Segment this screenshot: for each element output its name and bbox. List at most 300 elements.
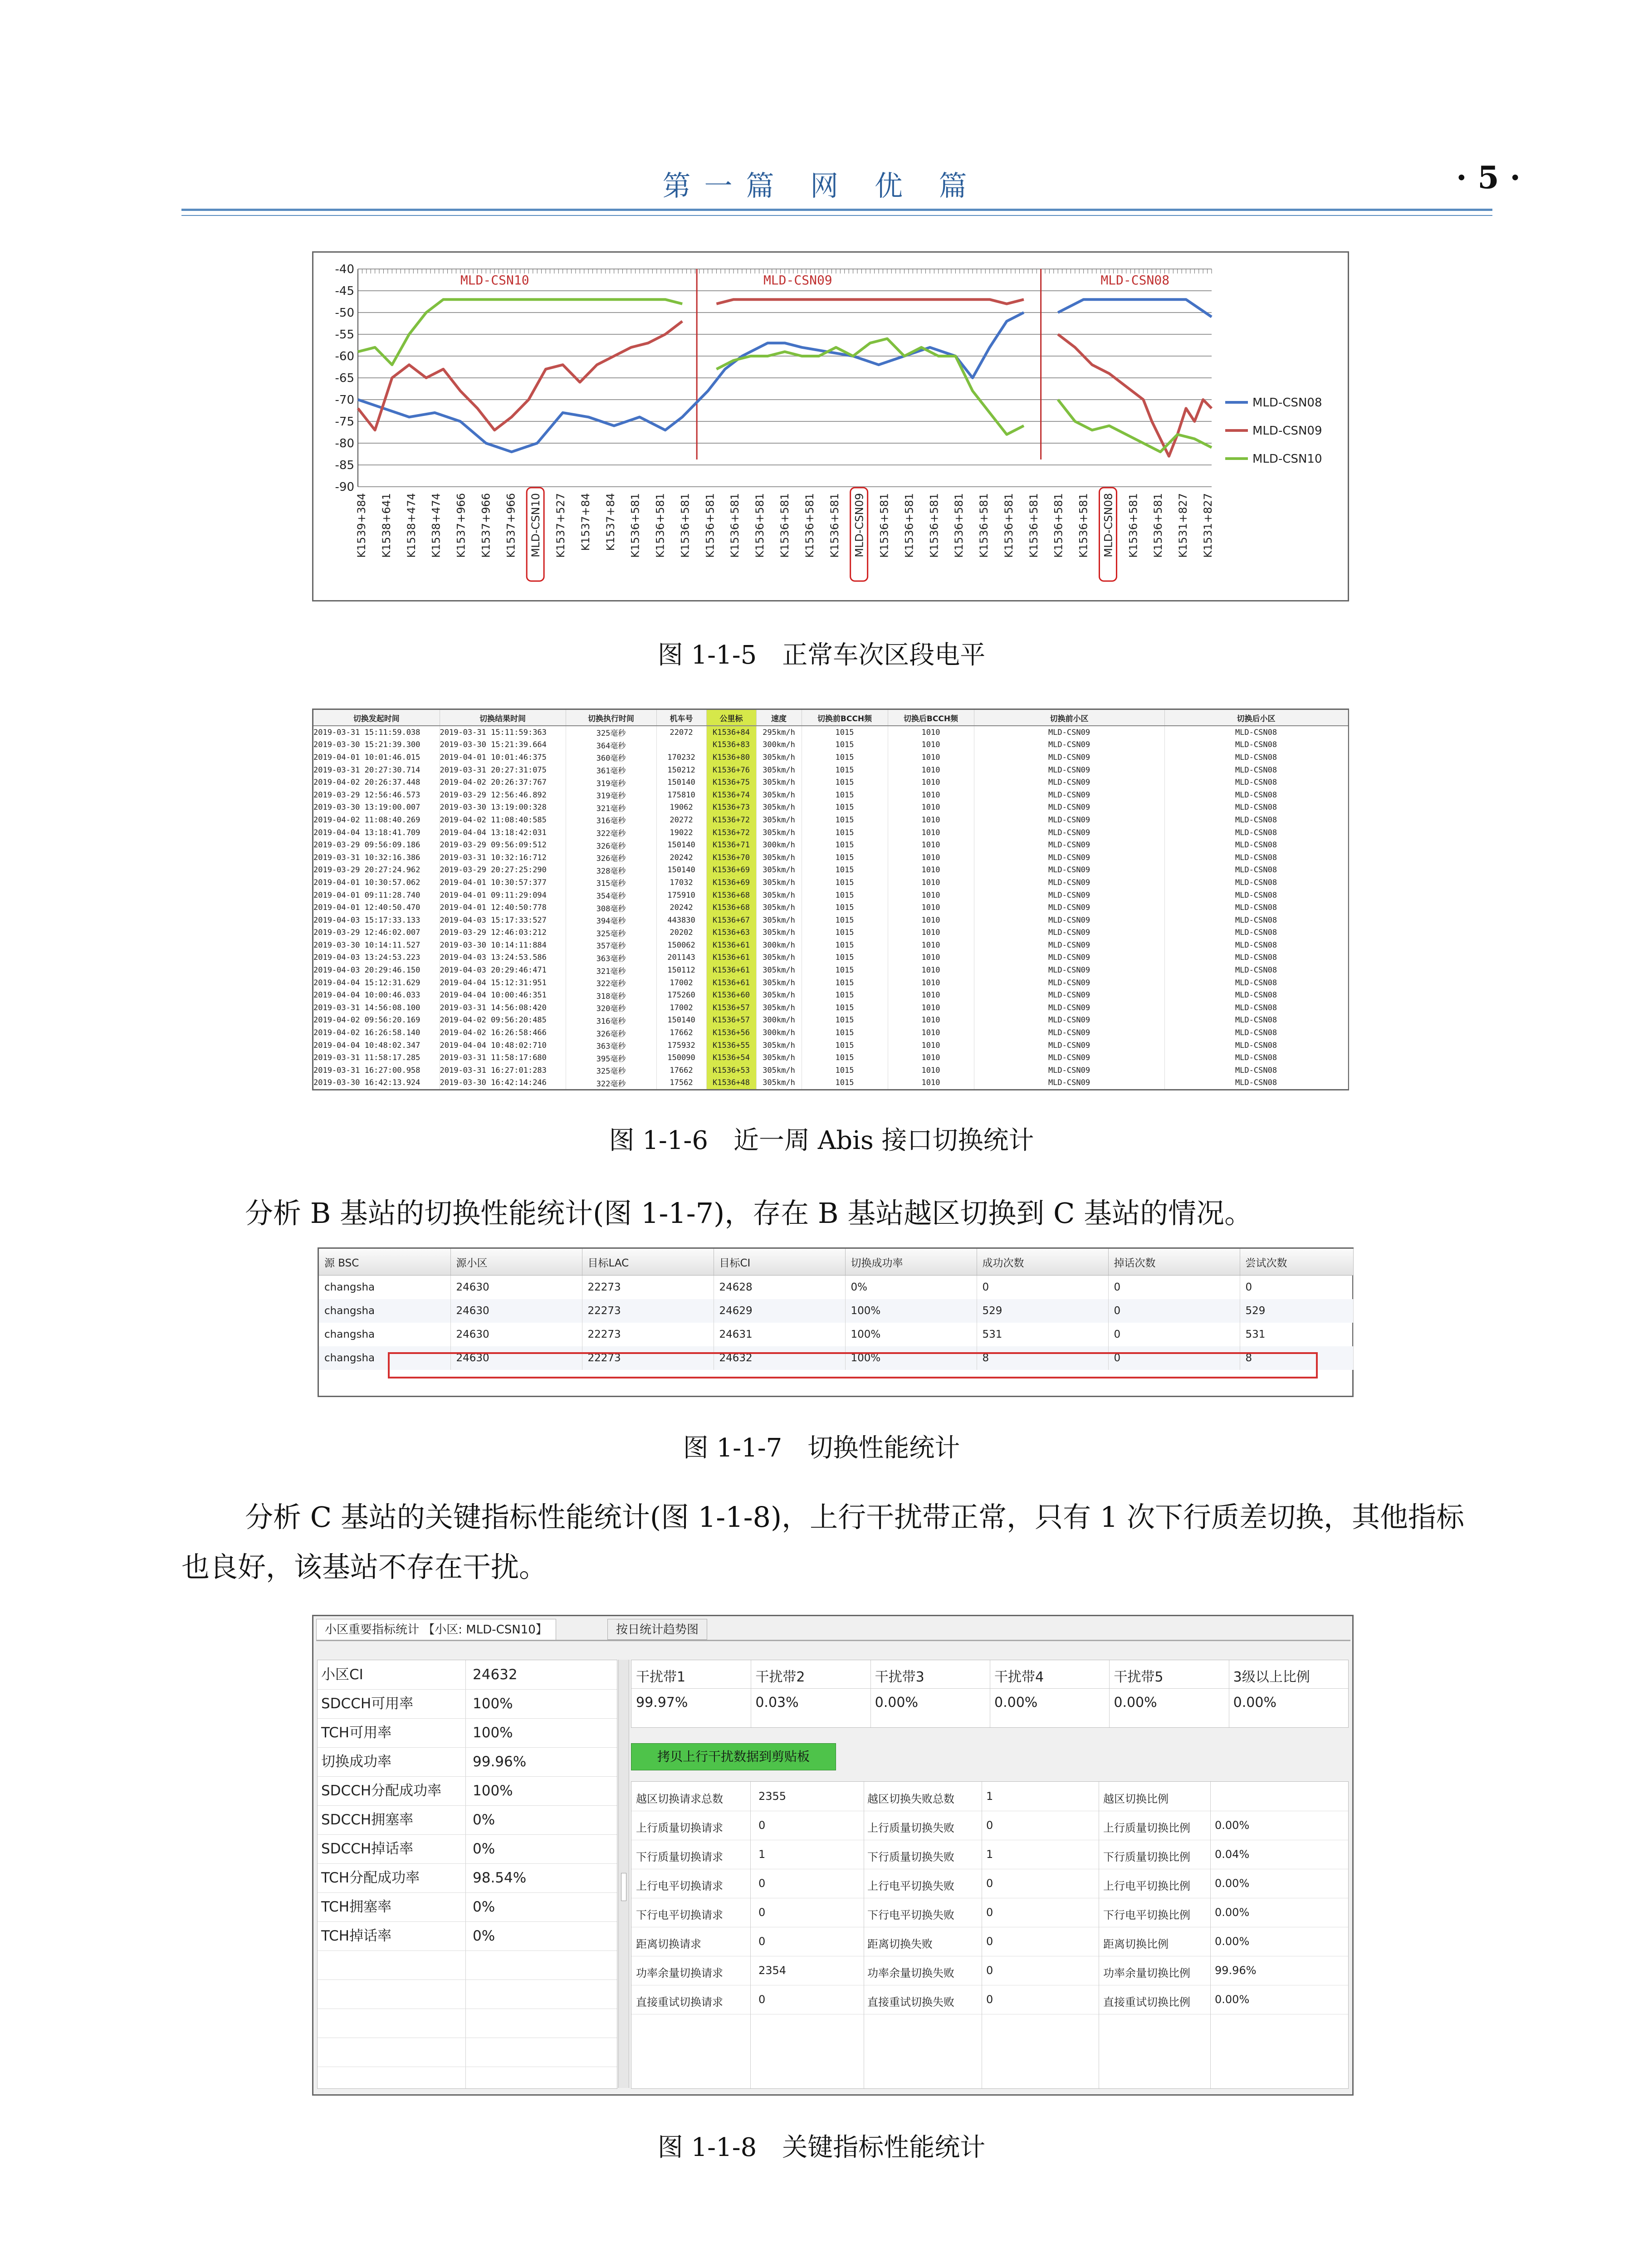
table-cell: 1010: [888, 889, 974, 902]
table-cell: 305km/h: [756, 751, 802, 764]
x-tick-label: K1536+581: [679, 493, 692, 558]
table-row: [313, 964, 1348, 977]
abis-column-header[interactable]: 切换后BCCH频: [888, 710, 974, 726]
table-cell: 2019-04-02 11:08:40:585: [440, 814, 566, 826]
table-cell: MLD-CSN09: [974, 1014, 1164, 1027]
table-cell: 150212: [656, 764, 706, 777]
x-tick-label: K1536+581: [1127, 493, 1140, 558]
copy-interference-button[interactable]: 拷贝上行干扰数据到剪贴板: [631, 1743, 836, 1770]
figure-caption-8: 图 1-1-8 关键指标性能统计: [657, 2133, 986, 2162]
table-row: [313, 864, 1348, 877]
table-cell: 24632: [714, 1346, 845, 1370]
table-cell: MLD-CSN08: [1164, 1051, 1348, 1064]
table-cell: MLD-CSN09: [974, 977, 1164, 989]
row-divider: [631, 1688, 1348, 1689]
table-cell: 2019-04-01 10:30:57.062: [313, 876, 440, 889]
table-cell: 1015: [802, 876, 888, 889]
table-cell: 150140: [656, 864, 706, 877]
table-cell: 325毫秒: [566, 1064, 656, 1077]
table-cell: 531: [977, 1323, 1108, 1346]
table-cell: MLD-CSN09: [974, 764, 1164, 777]
table-cell: 360毫秒: [566, 751, 656, 764]
table-cell: 1015: [802, 851, 888, 864]
table-cell: 2019-04-04 15:12:31:951: [440, 977, 566, 989]
table-cell: 2019-03-29 20:27:25:290: [440, 864, 566, 877]
table-cell: 2019-04-01 10:01:46:375: [440, 751, 566, 764]
x-tick-label: MLD-CSN08: [1102, 493, 1115, 557]
table-cell: K1536+75: [706, 776, 756, 789]
table-row: [313, 1026, 1348, 1039]
table-cell: 1015: [802, 864, 888, 877]
table-cell: 2019-04-04 10:00:46.033: [313, 989, 440, 1002]
level-line-chart: [313, 253, 1348, 600]
kpi-row: [318, 1892, 617, 1922]
table-cell: 305km/h: [756, 851, 802, 864]
table-cell: 328毫秒: [566, 864, 656, 877]
table-cell: 2019-04-04 10:48:02:710: [440, 1039, 566, 1052]
table-cell: MLD-CSN08: [1164, 826, 1348, 839]
handover-cell: 0.04%: [1215, 1848, 1250, 1861]
table-cell: 2019-04-01 12:40:50.470: [313, 901, 440, 914]
table-cell: 150062: [656, 939, 706, 952]
perf-column-header[interactable]: 源 BSC: [319, 1249, 450, 1276]
handover-cell: 99.96%: [1215, 1964, 1257, 1977]
legend-label: MLD-CSN09: [1252, 424, 1322, 438]
table-cell: 318毫秒: [566, 989, 656, 1002]
table-cell: MLD-CSN08: [1164, 1077, 1348, 1090]
table-cell: 22072: [656, 726, 706, 739]
table-cell: 2019-03-31 16:27:00.958: [313, 1064, 440, 1077]
tab-daily-trend[interactable]: 按日统计趋势图: [607, 1619, 707, 1640]
x-tick-label: K1538+474: [405, 493, 418, 558]
perf-column-header[interactable]: 尝试次数: [1240, 1249, 1353, 1276]
table-cell: 322毫秒: [566, 1077, 656, 1090]
handover-performance-table: [319, 1249, 1354, 1370]
kpi-label: TCH可用率: [321, 1725, 392, 1741]
figure-caption-6: 图 1-1-6 近一周 Abis 接口切换统计: [609, 1126, 1034, 1155]
table-cell: 2019-03-30 15:21:39.664: [440, 739, 566, 752]
handover-cell: 上行质量切换失败: [867, 1822, 954, 1834]
x-tick-label: K1536+581: [729, 493, 742, 558]
x-tick-label: K1531+827: [1202, 493, 1214, 558]
handover-cell: 下行电平切换失败: [867, 1909, 954, 1921]
table-cell: 1010: [888, 826, 974, 839]
table-cell: 2019-03-30 10:14:11:884: [440, 939, 566, 952]
highlight-box: [388, 1352, 1318, 1378]
table-cell: 305km/h: [756, 776, 802, 789]
y-tick-label: -45: [335, 284, 354, 298]
table-row: [313, 789, 1348, 802]
handover-cell: 下行质量切换失败: [867, 1851, 954, 1863]
tab-divider: [316, 1640, 1350, 1641]
interference-header: 干扰带5: [1114, 1669, 1164, 1685]
abis-column-header[interactable]: 切换后小区: [1164, 710, 1348, 726]
table-cell: 20272: [656, 814, 706, 826]
kpi-empty-row: [318, 1950, 617, 1980]
abis-column-header[interactable]: 切换前小区: [974, 710, 1164, 726]
figure-handover-performance: [318, 1247, 1354, 1397]
x-tick-label: K1538+641: [380, 493, 393, 558]
handover-cell: 0: [986, 1993, 993, 2006]
table-cell: MLD-CSN09: [974, 739, 1164, 752]
table-cell: 22273: [582, 1346, 714, 1370]
table-cell: MLD-CSN08: [1164, 739, 1348, 752]
x-tick-label: K1536+581: [1152, 493, 1165, 558]
table-cell: 1010: [888, 764, 974, 777]
table-cell: 24629: [714, 1299, 845, 1323]
table-cell: 1015: [802, 764, 888, 777]
table-cell: 2019-03-31 10:32:16:712: [440, 851, 566, 864]
table-cell: 1010: [888, 802, 974, 814]
table-cell: 2019-04-04 10:48:02.347: [313, 1039, 440, 1052]
table-cell: 2019-03-31 20:27:30.714: [313, 764, 440, 777]
handover-cell: 0: [758, 1819, 766, 1832]
table-cell: 305km/h: [756, 814, 802, 826]
table-cell: 394毫秒: [566, 914, 656, 927]
table-cell: 2019-03-29 09:56:09.186: [313, 839, 440, 851]
table-cell: 1015: [802, 802, 888, 814]
table-cell: 100%: [845, 1323, 977, 1346]
body-paragraph-1: 分析 B 基站的切换性能统计(图 1-1-7)，存在 B 基站越区切换到 C 基站的情况。: [245, 1197, 1253, 1230]
table-cell: 1010: [888, 989, 974, 1002]
handover-cell: 下行电平切换比例: [1103, 1909, 1190, 1921]
table-row: [313, 914, 1348, 927]
kpi-list: [317, 1660, 617, 2089]
x-tick-label: K1536+581: [1002, 493, 1015, 558]
kpi-value: 100%: [473, 1696, 513, 1712]
table-cell: 2019-03-29 12:46:02.007: [313, 927, 440, 939]
table-row: [313, 1051, 1348, 1064]
table-cell: 1010: [888, 776, 974, 789]
abis-column-header[interactable]: 公里标: [706, 710, 756, 726]
table-row: [313, 776, 1348, 789]
tab-kpi-stats[interactable]: 小区重要指标统计 【小区: MLD-CSN10】: [316, 1619, 556, 1640]
table-cell: 363毫秒: [566, 952, 656, 964]
table-row: [313, 726, 1348, 739]
table-cell: 1015: [802, 977, 888, 989]
abis-column-header[interactable]: 切换前BCCH频: [802, 710, 888, 726]
x-tick-label: K1536+581: [978, 493, 991, 558]
table-cell: MLD-CSN09: [974, 751, 1164, 764]
table-cell: MLD-CSN08: [1164, 1026, 1348, 1039]
table-row[interactable]: [319, 1299, 1353, 1323]
table-cell: MLD-CSN09: [974, 927, 1164, 939]
x-tick-label: K1536+581: [828, 493, 841, 558]
table-cell: 2019-04-04 15:12:31.629: [313, 977, 440, 989]
table-cell: 1015: [802, 1039, 888, 1052]
x-tick-label: K1537+966: [504, 493, 518, 558]
table-cell: K1536+83: [706, 739, 756, 752]
table-row: [313, 1039, 1348, 1052]
table-cell: 1010: [888, 1039, 974, 1052]
x-tick-label: K1536+581: [953, 493, 966, 558]
table-cell: 175932: [656, 1039, 706, 1052]
perf-column-header[interactable]: 源小区: [450, 1249, 582, 1276]
x-tick-label: K1536+581: [1077, 493, 1090, 558]
table-cell: 1010: [888, 789, 974, 802]
table-cell: 1010: [888, 876, 974, 889]
table-cell: 1010: [888, 1002, 974, 1014]
figure-level-chart: [312, 251, 1349, 601]
table-cell: K1536+72: [706, 826, 756, 839]
interference-value: 99.97%: [636, 1695, 688, 1711]
table-cell: 19022: [656, 826, 706, 839]
table-row[interactable]: [319, 1276, 1353, 1300]
kpi-row: [318, 1776, 617, 1806]
table-cell: MLD-CSN09: [974, 889, 1164, 902]
interference-header: 干扰带2: [755, 1669, 805, 1685]
handover-cell: 1: [986, 1790, 993, 1803]
table-cell: 2019-04-03 15:17:33.133: [313, 914, 440, 927]
table-cell: 2019-04-01 10:01:46.015: [313, 751, 440, 764]
splitter-handle[interactable]: [618, 1660, 629, 2088]
column-divider: [1109, 1660, 1110, 1727]
table-cell: 0: [1108, 1346, 1240, 1370]
table-cell: 1010: [888, 914, 974, 927]
table-cell: 364毫秒: [566, 739, 656, 752]
table-cell: 300km/h: [756, 839, 802, 851]
y-tick-label: -50: [335, 306, 354, 320]
table-cell: 1015: [802, 826, 888, 839]
table-cell: 308毫秒: [566, 901, 656, 914]
table-cell: 305km/h: [756, 1002, 802, 1014]
table-cell: 150140: [656, 1014, 706, 1027]
table-cell: 2019-03-31 16:27:01:283: [440, 1064, 566, 1077]
table-cell: 322毫秒: [566, 977, 656, 989]
table-cell: 2019-03-29 20:27:24.962: [313, 864, 440, 877]
table-row: [313, 977, 1348, 989]
handover-cell: 0.00%: [1215, 1906, 1250, 1919]
kpi-value: 100%: [473, 1783, 513, 1799]
table-cell: MLD-CSN09: [974, 964, 1164, 977]
handover-cell: 0: [758, 1935, 766, 1948]
table-row: [313, 814, 1348, 826]
interference-header: 干扰带3: [875, 1669, 924, 1685]
table-cell: 529: [977, 1299, 1108, 1323]
interference-header: 干扰带1: [636, 1669, 686, 1685]
table-cell: K1536+53: [706, 1064, 756, 1077]
interference-header: 干扰带4: [994, 1669, 1044, 1685]
abis-column-header[interactable]: 切换发起时间: [313, 710, 440, 726]
table-cell: MLD-CSN09: [974, 1002, 1164, 1014]
abis-column-header[interactable]: 切换结果时间: [440, 710, 566, 726]
table-cell: K1536+70: [706, 851, 756, 864]
table-cell: MLD-CSN09: [974, 1026, 1164, 1039]
table-cell: 305km/h: [756, 1051, 802, 1064]
abis-column-header[interactable]: 切换执行时间: [566, 710, 656, 726]
table-cell: 443830: [656, 914, 706, 927]
table-cell: MLD-CSN09: [974, 726, 1164, 739]
table-cell: K1536+56: [706, 1026, 756, 1039]
y-tick-label: -70: [335, 393, 354, 407]
table-cell: changsha: [319, 1276, 450, 1300]
handover-cell: 1: [758, 1848, 766, 1861]
table-row: [313, 939, 1348, 952]
table-cell: MLD-CSN09: [974, 989, 1164, 1002]
table-cell: 2019-04-02 16:26:58.140: [313, 1026, 440, 1039]
table-cell: 2019-04-03 20:29:46:471: [440, 964, 566, 977]
table-cell: 305km/h: [756, 927, 802, 939]
section-label: MLD-CSN09: [763, 273, 832, 288]
table-cell: MLD-CSN08: [1164, 1039, 1348, 1052]
table-cell: 24628: [714, 1276, 845, 1300]
kpi-label: SDCCH可用率: [321, 1696, 414, 1712]
handover-cell: 0: [986, 1819, 993, 1832]
x-tick-label: K1536+581: [1052, 493, 1065, 558]
table-cell: MLD-CSN09: [974, 814, 1164, 826]
x-tick-label: K1536+581: [1027, 493, 1040, 558]
table-cell: MLD-CSN09: [974, 1039, 1164, 1052]
table-cell: K1536+74: [706, 789, 756, 802]
running-header-title: 第一篇 网 优 篇: [662, 169, 981, 202]
kpi-row: [318, 1689, 617, 1719]
perf-column-header[interactable]: 掉话次数: [1108, 1249, 1240, 1276]
table-cell: 2019-03-30 16:42:14:246: [440, 1077, 566, 1090]
table-cell: 305km/h: [756, 864, 802, 877]
perf-column-header[interactable]: 目标CI: [714, 1249, 845, 1276]
table-cell: [656, 739, 706, 752]
series-line-mld-csn10: [1058, 400, 1212, 452]
table-cell: 2019-04-02 09:56:20.169: [313, 1014, 440, 1027]
perf-column-header[interactable]: 成功次数: [977, 1249, 1108, 1276]
table-cell: 8: [977, 1346, 1108, 1370]
handover-cell: 1: [986, 1848, 993, 1861]
table-row: [313, 802, 1348, 814]
table-cell: 2019-03-29 12:56:46.892: [440, 789, 566, 802]
x-tick-label: K1538+474: [430, 493, 443, 558]
handover-cell: 2355: [758, 1790, 787, 1803]
table-cell: 17662: [656, 1064, 706, 1077]
table-cell: 150140: [656, 839, 706, 851]
handover-cell: 0: [986, 1906, 993, 1919]
table-cell: 2019-03-31 15:11:59.038: [313, 726, 440, 739]
figure-kpi-panel: [312, 1615, 1354, 2096]
table-cell: 2019-03-31 11:58:17:680: [440, 1051, 566, 1064]
table-cell: 295km/h: [756, 726, 802, 739]
handover-cell: 上行质量切换比例: [1103, 1822, 1190, 1834]
table-cell: K1536+69: [706, 876, 756, 889]
table-cell: MLD-CSN08: [1164, 814, 1348, 826]
table-cell: 1010: [888, 726, 974, 739]
kpi-value: 100%: [473, 1725, 513, 1741]
table-cell: 354毫秒: [566, 889, 656, 902]
table-cell: 305km/h: [756, 876, 802, 889]
kpi-label: 切换成功率: [321, 1754, 391, 1770]
y-tick-label: -40: [335, 263, 354, 276]
legend-label: MLD-CSN10: [1252, 452, 1322, 466]
table-cell: 316毫秒: [566, 1014, 656, 1027]
table-cell: 17002: [656, 1002, 706, 1014]
table-cell: 305km/h: [756, 914, 802, 927]
x-tick-label: K1537+966: [479, 493, 493, 558]
x-tick-label: K1536+581: [903, 493, 916, 558]
kpi-label: TCH分配成功率: [321, 1870, 420, 1886]
table-cell: 1015: [802, 751, 888, 764]
table-cell: MLD-CSN08: [1164, 1002, 1348, 1014]
perf-column-header[interactable]: 切换成功率: [845, 1249, 977, 1276]
table-cell: 24631: [714, 1323, 845, 1346]
table-cell: 150112: [656, 964, 706, 977]
abis-column-header[interactable]: 速度: [756, 710, 802, 726]
table-cell: K1536+55: [706, 1039, 756, 1052]
kpi-value: 99.96%: [473, 1754, 527, 1770]
table-cell: MLD-CSN09: [974, 876, 1164, 889]
table-cell: MLD-CSN08: [1164, 989, 1348, 1002]
table-cell: 175260: [656, 989, 706, 1002]
kpi-row: [318, 1718, 617, 1748]
table-cell: 17032: [656, 876, 706, 889]
table-cell: 305km/h: [756, 764, 802, 777]
table-cell: MLD-CSN09: [974, 1077, 1164, 1090]
table-cell: 395毫秒: [566, 1051, 656, 1064]
table-row[interactable]: [319, 1323, 1353, 1346]
table-cell: 2019-04-01 09:11:28.740: [313, 889, 440, 902]
kpi-empty-row: [318, 1980, 617, 2009]
table-row: [313, 927, 1348, 939]
table-cell: 8: [1240, 1346, 1353, 1370]
table-cell: 0: [1108, 1323, 1240, 1346]
x-tick-label: K1539+384: [355, 493, 368, 558]
perf-column-header[interactable]: 目标LAC: [582, 1249, 714, 1276]
table-cell: 305km/h: [756, 989, 802, 1002]
x-tick-label: K1531+827: [1177, 493, 1190, 558]
table-row: [313, 901, 1348, 914]
handover-cell: 2354: [758, 1964, 787, 1977]
abis-column-header[interactable]: 机车号: [656, 710, 706, 726]
table-cell: K1536+54: [706, 1051, 756, 1064]
table-row: [313, 1014, 1348, 1027]
table-cell: K1536+68: [706, 889, 756, 902]
table-cell: 1010: [888, 964, 974, 977]
table-cell: 2019-03-30 15:21:39.300: [313, 739, 440, 752]
x-tick-label: K1536+581: [878, 493, 891, 558]
table-cell: 2019-04-03 15:17:33:527: [440, 914, 566, 927]
abis-handover-table: [313, 710, 1348, 1089]
table-cell: 305km/h: [756, 952, 802, 964]
x-tick-label: MLD-CSN10: [529, 493, 543, 557]
interference-value: 0.00%: [875, 1695, 918, 1711]
kpi-row: [318, 1834, 617, 1864]
table-cell: 20242: [656, 901, 706, 914]
table-cell: 1015: [802, 1051, 888, 1064]
table-cell: 2019-03-31 20:27:31:075: [440, 764, 566, 777]
legend-label: MLD-CSN08: [1252, 396, 1322, 410]
table-cell: 1010: [888, 1026, 974, 1039]
table-cell: 24630: [450, 1323, 582, 1346]
table-cell: 1010: [888, 1077, 974, 1090]
header-rule-thin: [181, 215, 1492, 216]
interference-value: 0.03%: [755, 1695, 799, 1711]
table-cell: K1536+67: [706, 914, 756, 927]
x-tick-label: K1536+581: [629, 493, 642, 558]
table-cell: 1010: [888, 901, 974, 914]
table-cell: 1015: [802, 914, 888, 927]
table-cell: K1536+73: [706, 802, 756, 814]
figure-abis-table: [312, 709, 1349, 1090]
x-tick-label: K1536+581: [704, 493, 717, 558]
table-cell: 150090: [656, 1051, 706, 1064]
table-cell: 2019-04-02 09:56:20:485: [440, 1014, 566, 1027]
section-label: MLD-CSN10: [460, 273, 529, 288]
table-row: [313, 952, 1348, 964]
table-cell: 305km/h: [756, 1039, 802, 1052]
table-row: [313, 989, 1348, 1002]
kpi-label: 小区CI: [321, 1667, 363, 1683]
table-cell: 1010: [888, 851, 974, 864]
table-cell: 300km/h: [756, 1026, 802, 1039]
y-tick-label: -60: [335, 350, 354, 363]
table-cell: 1015: [802, 939, 888, 952]
